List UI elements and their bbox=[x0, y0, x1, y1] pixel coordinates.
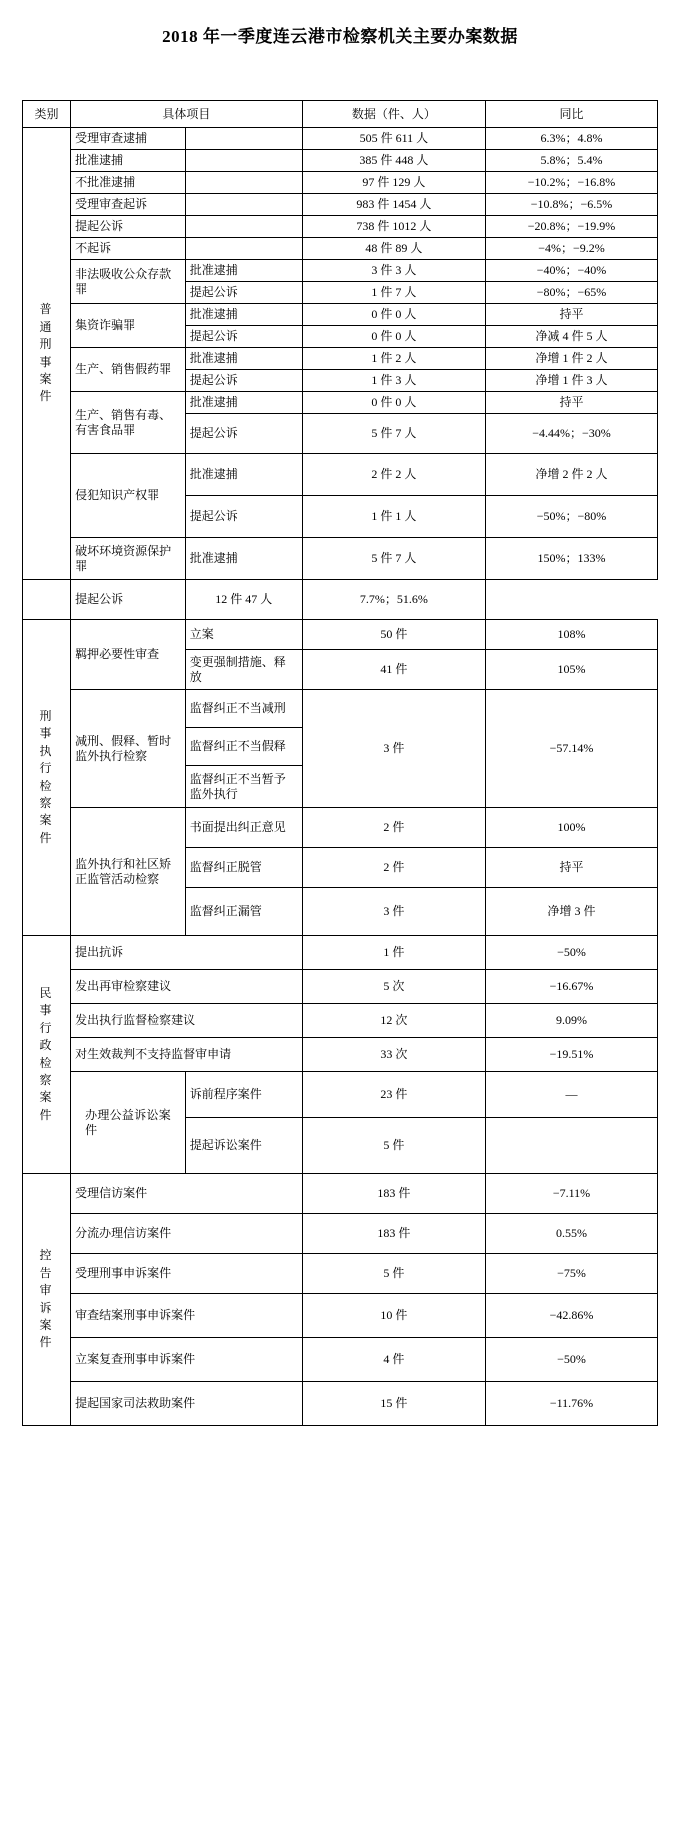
data-value-cell: 1 件 7 人 bbox=[302, 282, 485, 304]
item-cell: 批准逮捕 bbox=[71, 150, 186, 172]
yoy-value-cell: −57.14% bbox=[486, 690, 658, 808]
data-value-cell: 983 件 1454 人 bbox=[302, 194, 485, 216]
item-cell: 破坏环境资源保护罪 bbox=[71, 538, 186, 580]
data-value-cell: 12 件 47 人 bbox=[185, 580, 302, 620]
yoy-value-cell: −42.86% bbox=[486, 1294, 658, 1338]
item-cell: 发出再审检察建议 bbox=[71, 970, 303, 1004]
yoy-value-cell: 净增 3 件 bbox=[486, 888, 658, 936]
data-value-cell: 4 件 bbox=[302, 1338, 485, 1382]
yoy-value-cell: −10.2%；−16.8% bbox=[486, 172, 658, 194]
data-value-cell: 2 件 bbox=[302, 808, 485, 848]
table-row bbox=[23, 1214, 658, 1254]
sub-item-cell: 监督纠正不当减刑 bbox=[185, 690, 302, 728]
item-cell: 侵犯知识产权罪 bbox=[71, 454, 186, 538]
item-cell: 分流办理信访案件 bbox=[71, 1214, 303, 1254]
sub-item-cell: 批准逮捕 bbox=[185, 348, 302, 370]
sub-item-cell: 书面提出纠正意见 bbox=[185, 808, 302, 848]
data-value-cell: 5 件 7 人 bbox=[302, 538, 485, 580]
sub-item-cell bbox=[185, 150, 302, 172]
sub-item-cell: 立案 bbox=[185, 620, 302, 650]
sub-item-cell: 批准逮捕 bbox=[185, 538, 302, 580]
sub-item-cell: 批准逮捕 bbox=[185, 260, 302, 282]
table-row bbox=[23, 172, 658, 194]
sub-item-cell: 监督纠正不当假释 bbox=[185, 728, 302, 766]
yoy-value-cell: −50%；−80% bbox=[486, 496, 658, 538]
yoy-value-cell: 净减 4 件 5 人 bbox=[486, 326, 658, 348]
yoy-value-cell: −75% bbox=[486, 1254, 658, 1294]
yoy-value-cell: −50% bbox=[486, 1338, 658, 1382]
data-value-cell: 183 件 bbox=[302, 1174, 485, 1214]
item-cell: 受理刑事申诉案件 bbox=[71, 1254, 303, 1294]
item-cell: 羁押必要性审查 bbox=[71, 620, 186, 690]
data-value-cell: 50 件 bbox=[302, 620, 485, 650]
header-category: 类别 bbox=[23, 101, 71, 128]
yoy-value-cell: −50% bbox=[486, 936, 658, 970]
sub-item-cell: 批准逮捕 bbox=[185, 304, 302, 326]
table-container bbox=[0, 55, 680, 1426]
yoy-value-cell: 7.7%；51.6% bbox=[302, 580, 485, 620]
table-row bbox=[23, 538, 658, 580]
yoy-value-cell: 持平 bbox=[486, 392, 658, 414]
data-value-cell: 3 件 bbox=[302, 888, 485, 936]
data-value-cell: 23 件 bbox=[302, 1072, 485, 1118]
yoy-value-cell: 持平 bbox=[486, 848, 658, 888]
sub-item-cell: 提起公诉 bbox=[185, 370, 302, 392]
category-cell bbox=[23, 128, 71, 580]
sub-item-cell: 提起公诉 bbox=[71, 580, 186, 620]
yoy-value-cell: −11.76% bbox=[486, 1382, 658, 1426]
data-value-cell: 2 件 bbox=[302, 848, 485, 888]
yoy-value-cell bbox=[486, 1118, 658, 1174]
data-value-cell: 1 件 1 人 bbox=[302, 496, 485, 538]
table-row bbox=[23, 238, 658, 260]
yoy-value-cell: 150%；133% bbox=[486, 538, 658, 580]
data-value-cell: 2 件 2 人 bbox=[302, 454, 485, 496]
data-value-cell: 33 次 bbox=[302, 1038, 485, 1072]
table-row bbox=[23, 304, 658, 326]
table-row bbox=[23, 1038, 658, 1072]
yoy-value-cell: 持平 bbox=[486, 304, 658, 326]
item-cell: 生产、销售有毒、有害食品罪 bbox=[71, 392, 186, 454]
table-header-row bbox=[23, 101, 658, 128]
sub-item-cell: 监督纠正漏管 bbox=[185, 888, 302, 936]
data-value-cell: 385 件 448 人 bbox=[302, 150, 485, 172]
yoy-value-cell: −4%；−9.2% bbox=[486, 238, 658, 260]
yoy-value-cell: −16.67% bbox=[486, 970, 658, 1004]
table-row bbox=[23, 260, 658, 282]
header-data: 数据（件、人） bbox=[302, 101, 485, 128]
category-label: 控告审诉案件 bbox=[39, 1248, 54, 1350]
category-label: 刑事执行检察案件 bbox=[39, 708, 54, 845]
yoy-value-cell: 108% bbox=[486, 620, 658, 650]
table-row bbox=[23, 936, 658, 970]
data-value-cell: 505 件 611 人 bbox=[302, 128, 485, 150]
table-row bbox=[23, 580, 658, 620]
item-cell: 提起国家司法救助案件 bbox=[71, 1382, 303, 1426]
page-title: 2018 年一季度连云港市检察机关主要办案数据 bbox=[162, 27, 518, 46]
sub-item-cell: 提起公诉 bbox=[185, 414, 302, 454]
data-value-cell: 3 件 3 人 bbox=[302, 260, 485, 282]
item-cell: 集资诈骗罪 bbox=[71, 304, 186, 348]
item-cell: 对生效裁判不支持监督审申请 bbox=[71, 1038, 303, 1072]
table-row bbox=[23, 392, 658, 414]
category-label: 民事行政检察案件 bbox=[39, 985, 54, 1122]
yoy-value-cell: −19.51% bbox=[486, 1038, 658, 1072]
data-value-cell: 97 件 129 人 bbox=[302, 172, 485, 194]
item-cell: 提起公诉 bbox=[71, 216, 186, 238]
sub-item-cell: 监督纠正脱管 bbox=[185, 848, 302, 888]
sub-item-cell bbox=[185, 216, 302, 238]
data-value-cell: 0 件 0 人 bbox=[302, 392, 485, 414]
data-value-cell: 5 件 bbox=[302, 1254, 485, 1294]
sub-item-cell: 提起诉讼案件 bbox=[185, 1118, 302, 1174]
table-row bbox=[23, 970, 658, 1004]
sub-item-cell: 提起公诉 bbox=[185, 496, 302, 538]
table-row bbox=[23, 348, 658, 370]
yoy-value-cell: 净增 1 件 2 人 bbox=[486, 348, 658, 370]
data-value-cell: 1 件 3 人 bbox=[302, 370, 485, 392]
data-value-cell: 12 次 bbox=[302, 1004, 485, 1038]
table-row bbox=[23, 1004, 658, 1038]
item-cell: 受理信访案件 bbox=[71, 1174, 303, 1214]
item-cell: 审查结案刑事申诉案件 bbox=[71, 1294, 303, 1338]
yoy-value-cell: 9.09% bbox=[486, 1004, 658, 1038]
category-label: 普通刑事案件 bbox=[39, 302, 54, 404]
data-value-cell: 0 件 0 人 bbox=[302, 326, 485, 348]
data-value-cell: 5 件 bbox=[302, 1118, 485, 1174]
table-row bbox=[23, 1072, 658, 1118]
category-cell bbox=[23, 580, 71, 620]
item-cell: 非法吸收公众存款罪 bbox=[71, 260, 186, 304]
item-cell: 受理审查逮捕 bbox=[71, 128, 186, 150]
sub-item-cell bbox=[185, 172, 302, 194]
table-row bbox=[23, 808, 658, 848]
table-row bbox=[23, 1254, 658, 1294]
sub-item-cell: 诉前程序案件 bbox=[185, 1072, 302, 1118]
sub-item-cell bbox=[185, 238, 302, 260]
item-cell: 不起诉 bbox=[71, 238, 186, 260]
yoy-value-cell: −10.8%；−6.5% bbox=[486, 194, 658, 216]
table-row bbox=[23, 1382, 658, 1426]
table-row bbox=[23, 128, 658, 150]
sub-item-cell: 批准逮捕 bbox=[185, 454, 302, 496]
yoy-value-cell: 100% bbox=[486, 808, 658, 848]
item-cell: 立案复查刑事申诉案件 bbox=[71, 1338, 303, 1382]
item-cell: 减刑、假释、暂时监外执行检察 bbox=[71, 690, 186, 808]
sub-item-cell bbox=[185, 128, 302, 150]
yoy-value-cell: −80%；−65% bbox=[486, 282, 658, 304]
yoy-value-cell: −40%；−40% bbox=[486, 260, 658, 282]
item-cell: 不批准逮捕 bbox=[71, 172, 186, 194]
category-cell bbox=[23, 936, 71, 1174]
table-row bbox=[23, 1294, 658, 1338]
data-value-cell: 738 件 1012 人 bbox=[302, 216, 485, 238]
table-row bbox=[23, 620, 658, 650]
table-row bbox=[23, 216, 658, 238]
table-row bbox=[23, 690, 658, 728]
yoy-value-cell: 105% bbox=[486, 650, 658, 690]
data-value-cell: 183 件 bbox=[302, 1214, 485, 1254]
data-value-cell: 1 件 bbox=[302, 936, 485, 970]
yoy-value-cell: 6.3%；4.8% bbox=[486, 128, 658, 150]
item-cell: 提出抗诉 bbox=[71, 936, 303, 970]
data-value-cell: 48 件 89 人 bbox=[302, 238, 485, 260]
case-data-table bbox=[22, 100, 658, 1426]
header-yoy: 同比 bbox=[486, 101, 658, 128]
table-row bbox=[23, 454, 658, 496]
yoy-value-cell: −20.8%；−19.9% bbox=[486, 216, 658, 238]
yoy-value-cell: 5.8%；5.4% bbox=[486, 150, 658, 172]
data-value-cell: 41 件 bbox=[302, 650, 485, 690]
data-value-cell: 1 件 2 人 bbox=[302, 348, 485, 370]
item-cell bbox=[71, 1072, 186, 1174]
sub-item-cell: 提起公诉 bbox=[185, 282, 302, 304]
sub-item-cell: 批准逮捕 bbox=[185, 392, 302, 414]
yoy-value-cell: — bbox=[486, 1072, 658, 1118]
table-row bbox=[23, 1338, 658, 1382]
sub-item-cell: 变更强制措施、释放 bbox=[185, 650, 302, 690]
item-label: 办理公益诉讼案件 bbox=[85, 1107, 171, 1137]
yoy-value-cell: 净增 2 件 2 人 bbox=[486, 454, 658, 496]
table-row bbox=[23, 1174, 658, 1214]
yoy-value-cell: 净增 1 件 3 人 bbox=[486, 370, 658, 392]
data-value-cell: 10 件 bbox=[302, 1294, 485, 1338]
data-value-cell: 0 件 0 人 bbox=[302, 304, 485, 326]
data-value-cell: 5 次 bbox=[302, 970, 485, 1004]
item-cell: 发出执行监督检察建议 bbox=[71, 1004, 303, 1038]
table-row bbox=[23, 194, 658, 216]
item-cell: 生产、销售假药罪 bbox=[71, 348, 186, 392]
table-row bbox=[23, 150, 658, 172]
category-cell bbox=[23, 620, 71, 936]
sub-item-cell: 监督纠正不当暂予监外执行 bbox=[185, 766, 302, 808]
item-cell: 受理审查起诉 bbox=[71, 194, 186, 216]
data-value-cell: 5 件 7 人 bbox=[302, 414, 485, 454]
yoy-value-cell: −4.44%；−30% bbox=[486, 414, 658, 454]
header-item: 具体项目 bbox=[71, 101, 303, 128]
data-value-cell: 3 件 bbox=[302, 690, 485, 808]
yoy-value-cell: −7.11% bbox=[486, 1174, 658, 1214]
category-cell bbox=[23, 1174, 71, 1426]
data-value-cell: 15 件 bbox=[302, 1382, 485, 1426]
sub-item-cell bbox=[185, 194, 302, 216]
sub-item-cell: 提起公诉 bbox=[185, 326, 302, 348]
item-cell: 监外执行和社区矫正监管活动检察 bbox=[71, 808, 186, 936]
yoy-value-cell: 0.55% bbox=[486, 1214, 658, 1254]
